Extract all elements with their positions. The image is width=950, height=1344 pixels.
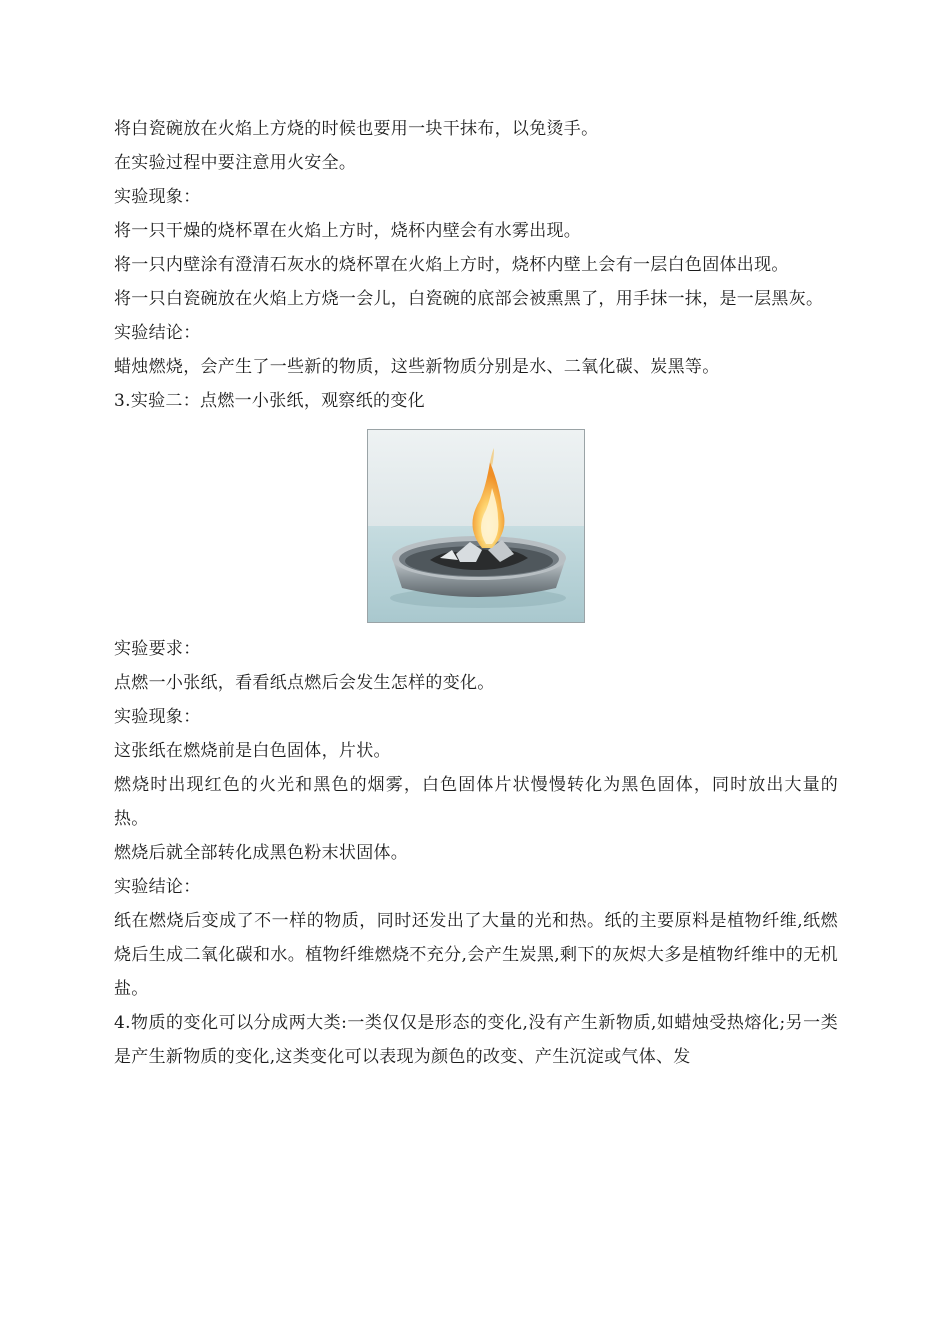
document-page bbox=[114, 112, 838, 1074]
paragraph-dry-beaker: 将一只干燥的烧杯罩在火焰上方时，烧杯内壁会有水雾出现。 bbox=[114, 221, 582, 241]
burning-paper-in-dish-icon bbox=[368, 430, 584, 622]
paragraph-paper-conclusion: 纸在燃烧后变成了不一样的物质，同时还发出了大量的光和热。纸的主要原料是植物纤维,纸燃烧后生成二氧化碳和水。植物纤维燃烧不充分,会产生炭黑,剩下的灰烬大多是植物纤维中的无机盐。 bbox=[114, 911, 838, 999]
paragraph-change-types: 4.物质的变化可以分成两大类:一类仅仅是形态的变化,没有产生新物质,如蜡烛受热熔化;另一类是产生新物质的变化,这类变化可以表现为颜色的改变、产生沉淀或气体、发 bbox=[114, 1013, 838, 1067]
paragraph-dry-cloth-note: 将白瓷碗放在火焰上方烧的时候也要用一块干抹布，以免烫手。 bbox=[114, 119, 599, 139]
paragraph-paper-burning: 燃烧时出现红色的火光和黑色的烟雾，白色固体片状慢慢转化为黑色固体，同时放出大量的热。 bbox=[114, 775, 838, 829]
paragraph-light-paper: 点燃一小张纸，看看纸点燃后会发生怎样的变化。 bbox=[114, 673, 495, 693]
paragraph-candle-conclusion: 蜡烛燃烧，会产生了一些新的物质，这些新物质分别是水、二氧化碳、炭黑等。 bbox=[114, 357, 720, 377]
paragraph-fire-safety: 在实验过程中要注意用火安全。 bbox=[114, 153, 357, 173]
paragraph-paper-after: 燃烧后就全部转化成黑色粉末状固体。 bbox=[114, 843, 409, 863]
paragraph-porcelain-bowl: 将一只白瓷碗放在火焰上方烧一会儿，白瓷碗的底部会被熏黑了，用手抹一抹，是一层黑灰。 bbox=[114, 289, 824, 309]
burning-paper-photo bbox=[367, 429, 585, 623]
heading-phenomenon-1: 实验现象： bbox=[114, 187, 201, 207]
heading-experiment-2: 3.实验二：点燃一小张纸，观察纸的变化 bbox=[114, 391, 425, 411]
paragraph-limewater-beaker: 将一只内壁涂有澄清石灰水的烧杯罩在火焰上方时，烧杯内壁上会有一层白色固体出现。 bbox=[114, 255, 789, 275]
paragraph-paper-before: 这张纸在燃烧前是白色固体，片状。 bbox=[114, 741, 391, 761]
heading-conclusion-2: 实验结论： bbox=[114, 877, 201, 897]
heading-requirement: 实验要求： bbox=[114, 639, 201, 659]
heading-phenomenon-2: 实验现象： bbox=[114, 707, 201, 727]
heading-conclusion-1: 实验结论： bbox=[114, 323, 201, 343]
